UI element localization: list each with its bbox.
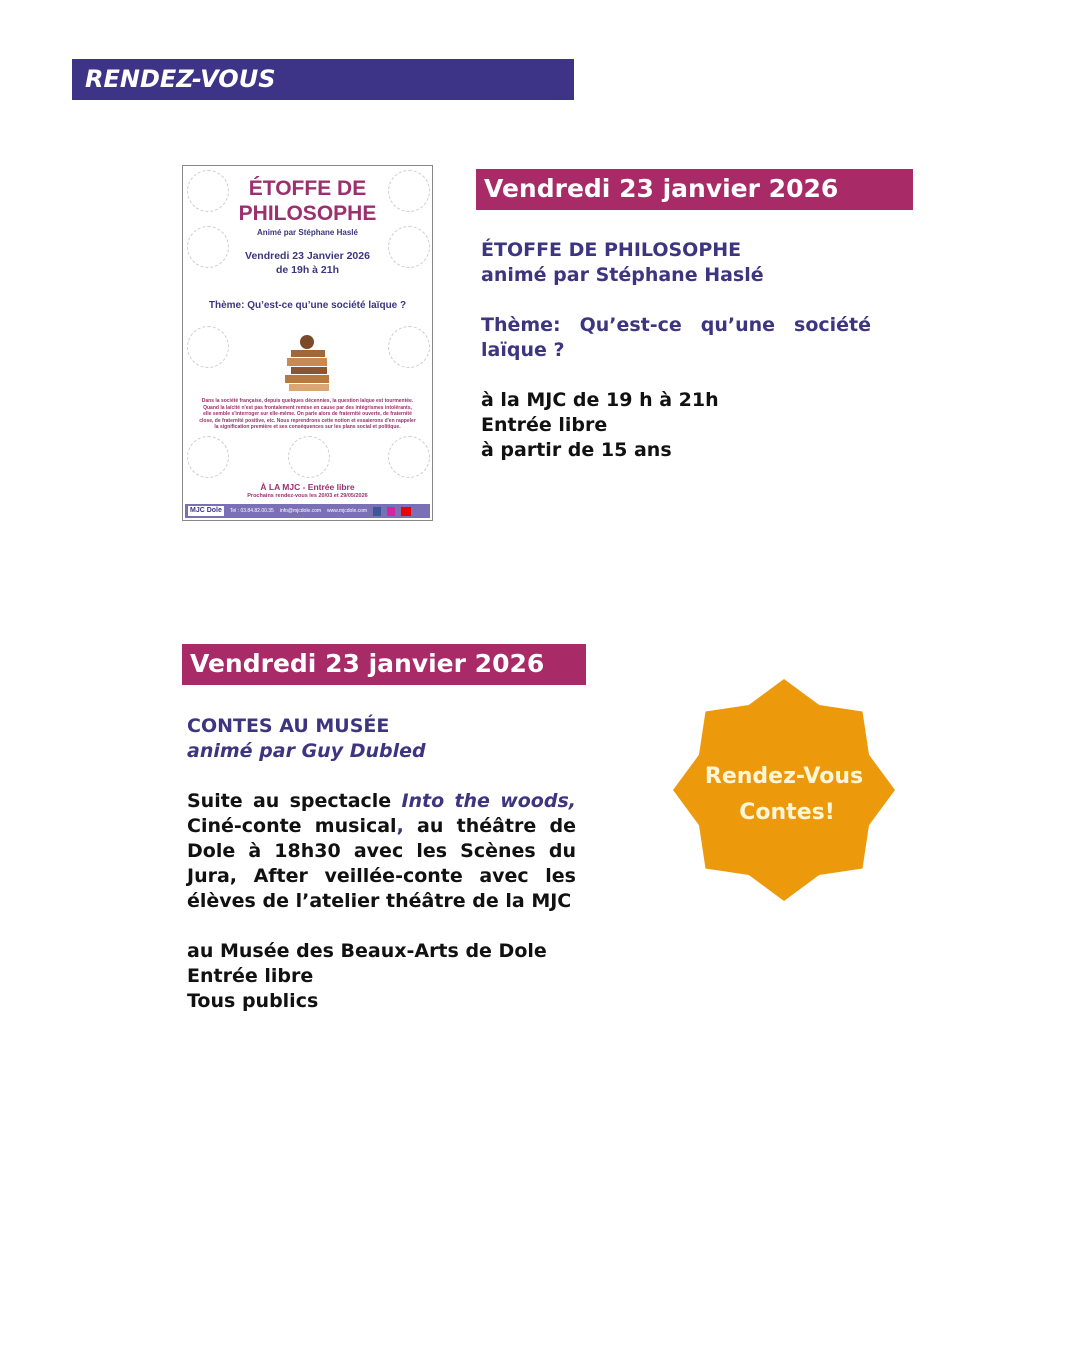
instagram-icon	[387, 507, 395, 516]
event1-host: animé par Stéphane Haslé	[481, 264, 764, 286]
poster-footer	[185, 504, 430, 518]
desc-show-title: Into the woods,	[401, 790, 576, 812]
octagram-shape	[672, 678, 896, 902]
poster-phone: Tel : 03.84.82.00.35	[229, 508, 274, 514]
event2-audience: Tous publics	[187, 990, 319, 1012]
mjc-logo: MJC Dole	[190, 507, 222, 514]
desc-cine-conte: Ciné-conte musical	[187, 815, 397, 837]
poster-time: de 19h à 21h	[275, 264, 340, 276]
event2-entry: Entrée libre	[187, 965, 314, 987]
event1-theme: Thème: Qu’est-ce qu’une société laïque ?	[481, 314, 871, 361]
poster-theme: Thème: Qu’est-ce qu’une société laïque ?	[208, 300, 407, 311]
poster-email: info@mjcdole.com	[279, 508, 322, 514]
badge-star	[673, 679, 895, 901]
event1-place-time: à la MJC de 19 h à 21h	[481, 389, 719, 411]
poster-title-line1: ÉTOFFE DE	[248, 177, 367, 200]
rendez-vous-contes-badge	[672, 678, 896, 902]
event2-description	[187, 789, 576, 914]
event1-entry: Entrée libre	[481, 414, 608, 436]
event1-details	[481, 238, 871, 463]
poster-date: Vendredi 23 Janvier 2026	[245, 250, 370, 262]
badge-line1: Rendez-Vous	[704, 764, 864, 789]
event1-title: ÉTOFFE DE PHILOSOPHE	[481, 239, 742, 261]
section-title: RENDEZ-VOUS	[72, 59, 574, 100]
poster-host: Animé par Stéphane Haslé	[257, 228, 358, 237]
books-illustration	[283, 334, 335, 392]
event1-age: à partir de 15 ans	[481, 439, 672, 461]
facebook-icon	[373, 507, 381, 516]
poster-title	[183, 176, 432, 226]
event-poster	[182, 165, 433, 521]
poster-body: Dans la société française, depuis quelques décennies, la question laïque est tourmentée. Quand la laïcité n'est pas frontalement remise en cause par des intégrismes intolérants, elle semble s'interroger sur elle-même. On parle alors de fraternité ouverte, de fraternité close, de fraternité positive, etc. Nous reprendrons cette notion et essaierons d'en rappeler la signification première et ses conséquences sur les plans social et politique.	[199, 398, 416, 430]
desc-prefix: Suite au spectacle	[187, 790, 402, 812]
event2-place: au Musée des Beaux-Arts de Dole	[187, 940, 547, 962]
youtube-icon	[401, 507, 411, 516]
event2-title: CONTES AU MUSÉE	[187, 715, 390, 737]
event1-date-banner: Vendredi 23 janvier 2026	[476, 169, 913, 210]
event2-details	[187, 714, 576, 1014]
desc-rest: au théâtre de Dole à 18h30 avec les Scènes du Jura, After veillée-conte avec les élèves de l’atelier théâtre de la MJC	[187, 815, 576, 912]
poster-next-dates: Prochains rendez-vous les 20/03 et 29/05/2026	[247, 493, 368, 499]
event2-date-banner: Vendredi 23 janvier 2026	[182, 644, 586, 685]
badge-line2: Contes!	[739, 800, 835, 825]
event2-host: animé par Guy Dubled	[187, 740, 426, 762]
poster-title-line2: PHILOSOPHE	[238, 202, 377, 225]
poster-web: www.mjcdole.com	[327, 508, 368, 514]
poster-venue: À LA MJC - Entrée libre	[260, 482, 355, 492]
desc-comma: ,	[396, 815, 404, 837]
